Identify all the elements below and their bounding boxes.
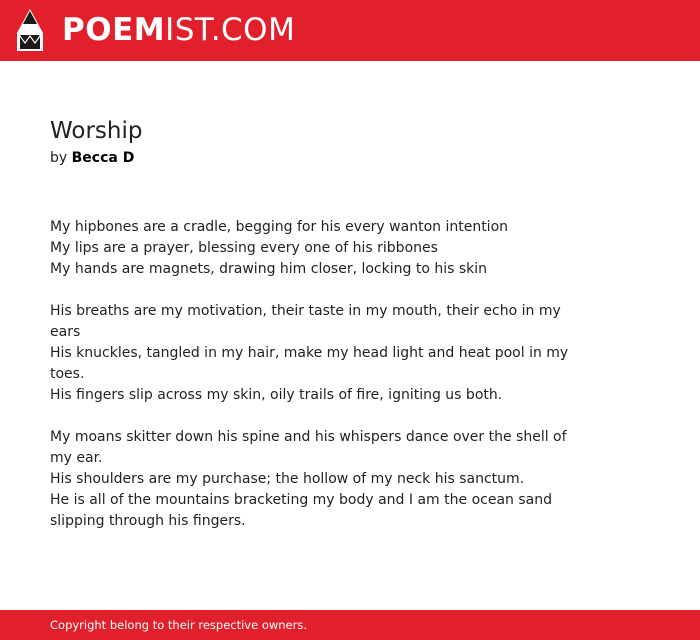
author-name: Becca D (71, 150, 135, 166)
stanza (50, 427, 590, 532)
poem-line: His knuckles, tangled in my hair, make my head light and heat pool in my toes. (50, 345, 569, 382)
poem-line: My hipbones are a cradle, begging for his every wanton intention (50, 219, 509, 235)
copyright-text: Copyright belong to their respective owners. (50, 618, 308, 632)
poem-line: My hands are magnets, drawing him closer, locking to his skin (50, 261, 488, 277)
poem-line: He is all of the mountains bracketing my body and I am the ocean sand slipping through his fingers. (50, 492, 552, 529)
poem-title: Worship (50, 118, 143, 144)
poem-content (50, 115, 590, 553)
logo-text-bold: POEM (62, 12, 166, 48)
logo-text-light: IST.COM (165, 12, 296, 48)
poem-line: His breaths are my motivation, their taste in my mouth, their echo in my ears (50, 303, 561, 340)
poem-line: My moans skitter down his spine and his whispers dance over the shell of my ear. (50, 429, 567, 466)
poem-line: His shoulders are my purchase; the hollow of my neck his sanctum. (50, 471, 525, 487)
site-logo[interactable] (62, 11, 295, 49)
stanza (50, 217, 590, 280)
poem-line: My lips are a prayer, blessing every one of his ribbones (50, 240, 438, 256)
stanza (50, 301, 590, 406)
site-header (0, 0, 700, 61)
poem-body (50, 217, 590, 532)
site-footer (0, 610, 700, 640)
pencil-icon[interactable] (17, 9, 43, 51)
poem-line: His fingers slip across my skin, oily trails of fire, igniting us both. (50, 387, 503, 403)
by-label: by (50, 150, 68, 166)
byline (50, 147, 590, 169)
